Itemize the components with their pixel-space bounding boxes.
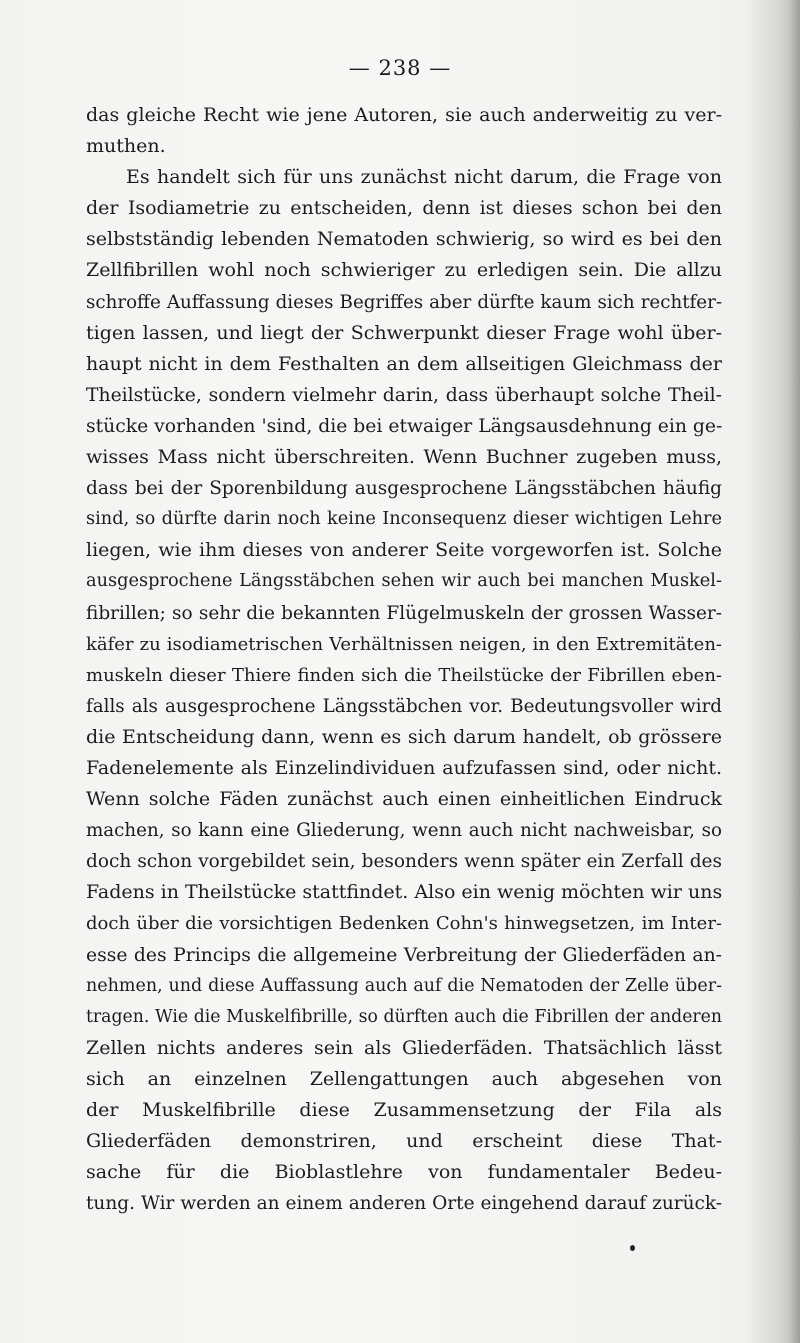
text-line: Theilstücke, sondern vielmehr darin, dass überhaupt solche Theil- <box>86 384 722 406</box>
page-number: — 238 — <box>348 56 452 80</box>
text-line: schroffe Auffassung dieses Begriffes aber dürfte kaum sich rechtfer- <box>86 291 722 313</box>
text-line: Zellen nichts anderes sein als Gliederfäden. Thatsächlich lässt <box>86 1036 722 1059</box>
text-line: Fadens in Theilstücke stattfindet. Also ein wenig möchten wir uns <box>86 881 723 904</box>
text-line: der Muskelfibrille diese Zusammensetzung der Fila als <box>86 1099 722 1121</box>
text-line: selbstständig lebenden Nematoden schwierig, so wird es bei den <box>86 228 722 251</box>
text-line: falls als ausgesprochene Längsstäbchen vor. Bedeutungsvoller wird <box>86 695 722 717</box>
text-line: der Isodiametrie zu entscheiden, denn ist dieses schon bei den <box>86 197 722 220</box>
page-edge-shadow <box>788 0 800 1343</box>
text-line: Zellfibrillen wohl noch schwieriger zu erledigen sein. Die allzu <box>86 259 722 282</box>
text-line: Es handelt sich für uns zunächst nicht darum, die Frage von <box>126 166 722 189</box>
text-line: tragen. Wie die Muskelfibrille, so dürften auch die Fibrillen der anderen <box>86 1006 722 1027</box>
text-line: käfer zu isodiametrischen Verhältnissen neigen, in den Extremitäten- <box>86 633 722 655</box>
text-line: sind, so dürfte darin noch keine Inconsequenz dieser wichtigen Lehre <box>86 509 722 530</box>
text-line: Fadenelemente als Einzelindividuen aufzufassen sind, oder nicht. <box>86 756 722 779</box>
text-line: die Entscheidung dann, wenn es sich darum handelt, ob grössere <box>86 725 722 748</box>
text-line: stücke vorhanden 'sind, die bei etwaiger Längsausdehnung ein ge- <box>86 415 723 437</box>
text-line: tigen lassen, und liegt der Schwerpunkt dieser Frage wohl über- <box>86 321 722 344</box>
text-line: machen, so kann eine Gliederung, wenn auch nicht nachweisbar, so <box>86 820 722 842</box>
body-text <box>86 100 722 1219</box>
text-line: tung. Wir werden an einem anderen Orte eingehend darauf zurück- <box>86 1193 722 1215</box>
text-line: ausgesprochene Längsstäbchen sehen wir auch bei manchen Muskel- <box>86 571 722 592</box>
text-line: wisses Mass nicht überschreiten. Wenn Buchner zugeben muss, <box>86 446 722 469</box>
text-line: nehmen, und diese Auffassung auch auf die Nematoden der Zelle über- <box>86 975 722 996</box>
text-line: muthen. <box>86 135 166 158</box>
text-line: esse des Princips die allgemeine Verbreitung der Gliederfäden an- <box>86 944 722 966</box>
text-line: das gleiche Recht wie jene Autoren, sie auch anderweitig zu ver- <box>86 104 722 126</box>
text-line: muskeln dieser Thiere finden sich die Theilstücke der Fibrillen eben- <box>86 664 722 686</box>
text-line: fibrillen; so sehr die bekannten Flügelmuskeln der grossen Wasser- <box>86 602 722 624</box>
text-line: haupt nicht in dem Festhalten an dem allseitigen Gleichmass der <box>86 352 722 375</box>
text-line: Gliederfäden demonstriren, und erscheint diese That- <box>86 1130 722 1153</box>
text-line: sache für die Bioblastlehre von fundamentaler Bedeu- <box>86 1161 722 1184</box>
text-line: sich an einzelnen Zellengattungen auch abgesehen von <box>86 1067 722 1090</box>
text-line: doch schon vorgebildet sein, besonders wenn später ein Zerfall des <box>86 851 722 873</box>
ink-dot <box>630 1245 635 1251</box>
text-line: dass bei der Sporenbildung ausgesprochene Längsstäbchen häufig <box>86 478 722 500</box>
text-line: liegen, wie ihm dieses von anderer Seite vorgeworfen ist. Solche <box>86 539 722 562</box>
text-line: doch über die vorsichtigen Bedenken Cohn's hinwegsetzen, im Inter- <box>86 913 722 935</box>
text-line: Wenn solche Fäden zunächst auch einen einheitlichen Eindruck <box>86 788 722 811</box>
